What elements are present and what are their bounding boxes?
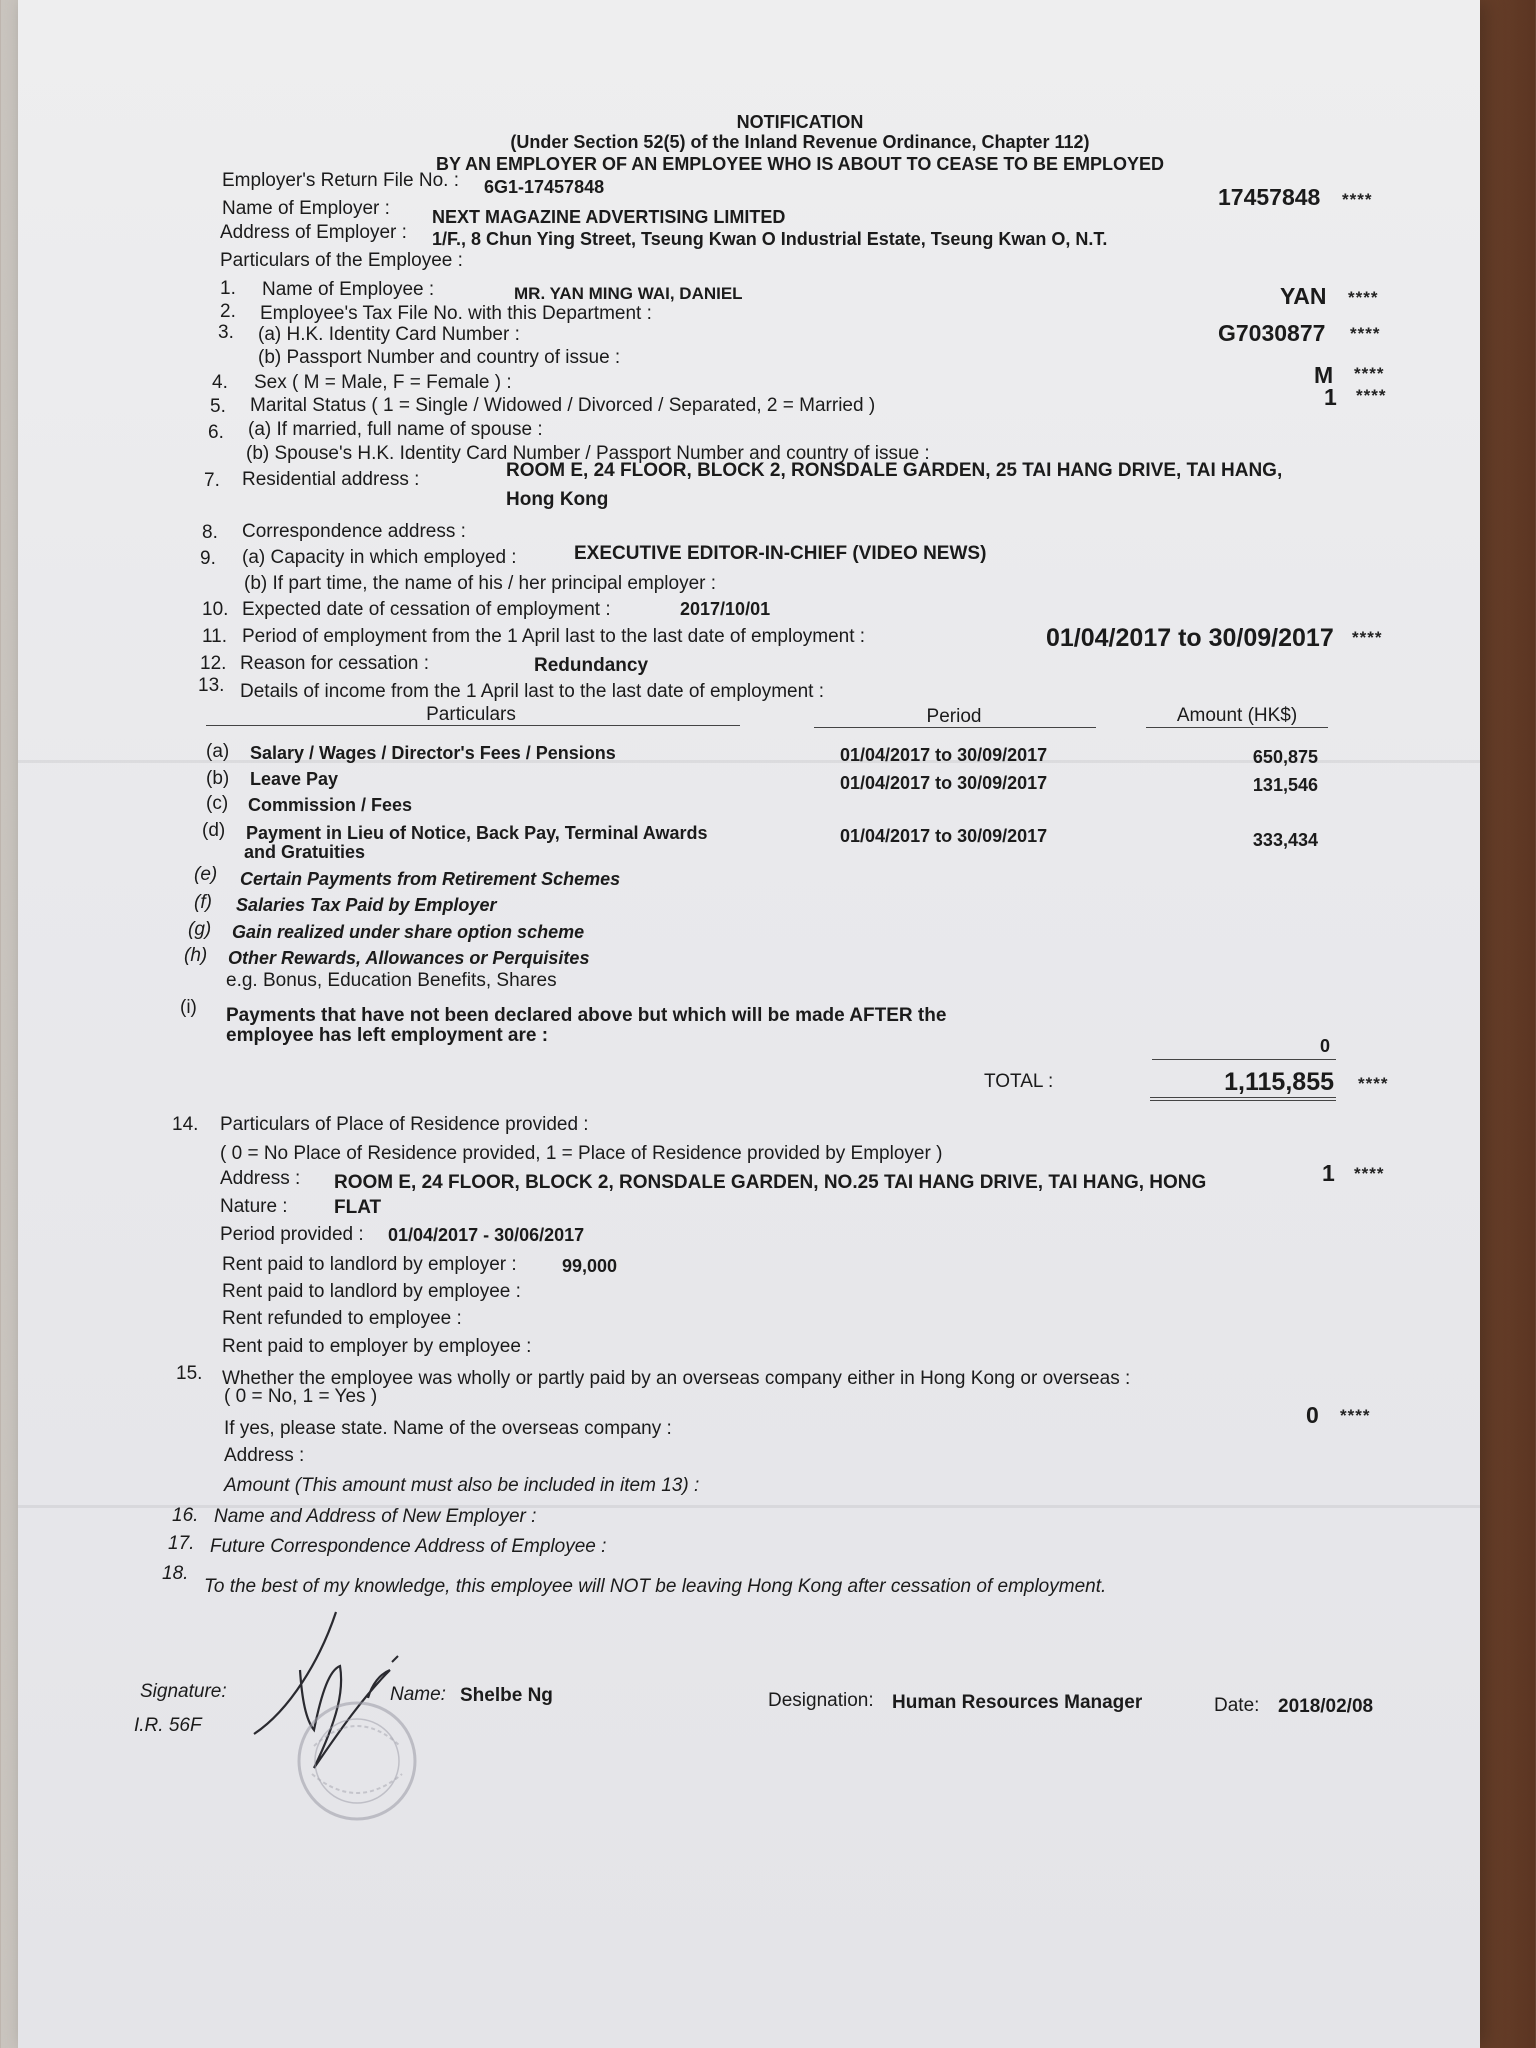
income-row-label: Certain Payments from Retirement Schemes bbox=[240, 869, 621, 889]
cessation-reason-value: Redundancy bbox=[534, 655, 649, 676]
hkid-value: G7030877 bbox=[1218, 320, 1326, 346]
capacity-value: EXECUTIVE EDITOR-IN-CHIEF (VIDEO NEWS) bbox=[574, 543, 987, 564]
stars-mark: **** bbox=[1354, 1164, 1385, 1183]
row-letter: (b) bbox=[206, 768, 230, 789]
col-particulars: Particulars bbox=[426, 704, 516, 725]
employer-file-label: Employer's Return File No. : bbox=[222, 170, 459, 191]
item-number: 2. bbox=[220, 301, 236, 322]
designation-value: Human Resources Manager bbox=[892, 1692, 1143, 1713]
rent-employee-label: Rent paid to landlord by employee : bbox=[222, 1281, 521, 1302]
employer-file-right: 17457848 bbox=[1218, 184, 1321, 210]
stars-mark: **** bbox=[1348, 288, 1379, 307]
signatory-name: Shelbe Ng bbox=[460, 1685, 553, 1706]
income-row-label: Salary / Wages / Director's Fees / Pensions bbox=[250, 743, 616, 763]
employment-period-label: Period of employment from the 1 April last to the last date of employment : bbox=[242, 626, 866, 647]
form-subtitle-2: BY AN EMPLOYER OF AN EMPLOYEE WHO IS ABOUT TO CEASE TO BE EMPLOYED bbox=[435, 154, 1165, 174]
col-amount: Amount (HK$) bbox=[1176, 705, 1298, 726]
employee-surname: YAN bbox=[1280, 283, 1327, 309]
overseas-company-label: If yes, please state. Name of the overseas company : bbox=[224, 1418, 672, 1439]
overseas-legend: ( 0 = No, 1 = Yes ) bbox=[224, 1386, 378, 1407]
item-number: 18. bbox=[162, 1563, 189, 1584]
item-number: 10. bbox=[202, 599, 229, 620]
residence-address-label: Address : bbox=[220, 1168, 301, 1189]
item-number: 9. bbox=[200, 548, 216, 569]
residential-address-label: Residential address : bbox=[242, 469, 420, 490]
total-amount: 1,115,855 bbox=[1224, 1068, 1334, 1096]
item-number: 15. bbox=[176, 1363, 203, 1384]
stars-mark: **** bbox=[1352, 628, 1383, 647]
overseas-amount-label: Amount (This amount must also be included in item 13) : bbox=[224, 1475, 700, 1496]
item-number: 3. bbox=[218, 322, 234, 343]
employer-file-no: 6G1-17457848 bbox=[484, 177, 605, 197]
overseas-label: Whether the employee was wholly or partly paid by an overseas company either in Hong Kong or overseas : bbox=[222, 1368, 1131, 1389]
item-number: 13. bbox=[198, 675, 225, 696]
sex-label: Sex ( M = Male, F = Female ) : bbox=[254, 372, 512, 393]
residence-address: ROOM E, 24 FLOOR, BLOCK 2, RONSDALE GARDEN, NO.25 TAI HANG DRIVE, TAI HANG, HONG bbox=[334, 1172, 1207, 1193]
item-number: 4. bbox=[212, 372, 228, 393]
total-label: TOTAL : bbox=[984, 1071, 1054, 1092]
row-letter: (h) bbox=[184, 945, 208, 966]
employment-period-value: 01/04/2017 to 30/09/2017 bbox=[1046, 624, 1334, 652]
employee-particulars-heading: Particulars of the Employee : bbox=[220, 250, 463, 271]
spouse-id-label: (b) Spouse's H.K. Identity Card Number / Passport Number and country of issue : bbox=[246, 443, 930, 464]
cessation-reason-label: Reason for cessation : bbox=[240, 653, 430, 674]
income-row-label-2: e.g. Bonus, Education Benefits, Shares bbox=[226, 970, 557, 991]
stars-mark: **** bbox=[1354, 364, 1385, 383]
income-row-label: Payments that have not been declared above but which will be made AFTER the bbox=[226, 1005, 947, 1026]
marital-status-value: 1 bbox=[1324, 384, 1337, 410]
overseas-address-label: Address : bbox=[224, 1445, 305, 1466]
residence-period-label: Period provided : bbox=[220, 1224, 364, 1245]
date-label: Date: bbox=[1214, 1695, 1260, 1716]
cessation-date-value: 2017/10/01 bbox=[680, 599, 771, 619]
income-row-label-2: employee has left employment are : bbox=[226, 1025, 549, 1046]
tax-file-label: Employee's Tax File No. with this Department : bbox=[260, 303, 652, 324]
future-address-label: Future Correspondence Address of Employee : bbox=[210, 1536, 607, 1557]
col-period: Period bbox=[926, 706, 982, 727]
capacity-label: (a) Capacity in which employed : bbox=[242, 547, 517, 568]
income-row-amount: 0 bbox=[1319, 1036, 1330, 1056]
item-number: 8. bbox=[202, 522, 218, 543]
residence-label: Particulars of Place of Residence provided : bbox=[220, 1114, 589, 1135]
employee-name: MR. YAN MING WAI, DANIEL bbox=[514, 284, 743, 303]
item-number: 14. bbox=[172, 1114, 199, 1135]
passport-label: (b) Passport Number and country of issue : bbox=[258, 347, 621, 368]
income-row-label-2: and Gratuities bbox=[244, 842, 366, 862]
form-code: I.R. 56F bbox=[134, 1715, 202, 1736]
hkid-label: (a) H.K. Identity Card Number : bbox=[258, 324, 520, 345]
sex-value: M bbox=[1314, 362, 1334, 388]
income-row-label: Commission / Fees bbox=[248, 795, 413, 815]
column-rule bbox=[1146, 727, 1328, 728]
row-letter: (g) bbox=[188, 919, 212, 940]
stars-mark: **** bbox=[1350, 324, 1381, 343]
income-row-period: 01/04/2017 to 30/09/2017 bbox=[840, 745, 1048, 765]
form-subtitle: (Under Section 52(5) of the Inland Revenue Ordinance, Chapter 112) bbox=[510, 132, 1090, 152]
stars-mark: **** bbox=[1358, 1074, 1389, 1093]
residence-flag: 1 bbox=[1322, 1160, 1335, 1186]
item-number: 6. bbox=[208, 422, 224, 443]
total-double-rule bbox=[1150, 1100, 1336, 1101]
leaving-hk-statement: To the best of my knowledge, this employee will NOT be leaving Hong Kong after cessation of employment. bbox=[204, 1576, 1107, 1597]
income-row-amount: 333,434 bbox=[1252, 830, 1318, 850]
employer-name: NEXT MAGAZINE ADVERTISING LIMITED bbox=[432, 207, 786, 227]
new-employer-label: Name and Address of New Employer : bbox=[214, 1506, 537, 1527]
row-letter: (a) bbox=[206, 741, 230, 762]
rent-to-employer-label: Rent paid to employer by employee : bbox=[222, 1336, 532, 1357]
row-letter: (i) bbox=[180, 997, 197, 1018]
income-row-amount: 131,546 bbox=[1252, 775, 1318, 795]
item-number: 11. bbox=[202, 626, 228, 647]
name-label: Name: bbox=[390, 1684, 446, 1705]
date-value: 2018/02/08 bbox=[1278, 1696, 1374, 1717]
item-number: 16. bbox=[172, 1505, 199, 1526]
employee-name-label: Name of Employee : bbox=[262, 279, 435, 300]
form-title: NOTIFICATION bbox=[736, 112, 864, 132]
employer-address-label: Address of Employer : bbox=[220, 222, 407, 243]
income-row-period: 01/04/2017 to 30/09/2017 bbox=[840, 773, 1048, 793]
residence-legend: ( 0 = No Place of Residence provided, 1 = Place of Residence provided by Employer ) bbox=[220, 1143, 943, 1164]
residence-period: 01/04/2017 - 30/06/2017 bbox=[388, 1225, 585, 1245]
income-row-period: 01/04/2017 to 30/09/2017 bbox=[840, 826, 1048, 846]
row-letter: (d) bbox=[202, 820, 226, 841]
income-row-label: Leave Pay bbox=[250, 769, 339, 789]
income-row-label: Gain realized under share option scheme bbox=[232, 922, 585, 942]
rent-employer-label: Rent paid to landlord by employer : bbox=[222, 1254, 517, 1275]
employer-name-label: Name of Employer : bbox=[222, 198, 390, 219]
principal-employer-label: (b) If part time, the name of his / her principal employer : bbox=[244, 573, 717, 594]
rent-refunded-label: Rent refunded to employee : bbox=[222, 1308, 462, 1329]
row-letter: (c) bbox=[206, 793, 229, 814]
item-number: 7. bbox=[204, 470, 220, 491]
correspondence-address-label: Correspondence address : bbox=[242, 521, 466, 542]
spouse-name-label: (a) If married, full name of spouse : bbox=[248, 419, 543, 440]
employer-address: 1/F., 8 Chun Ying Street, Tseung Kwan O Industrial Estate, Tseung Kwan O, N.T. bbox=[432, 229, 1108, 249]
stars-mark: **** bbox=[1342, 190, 1373, 209]
income-row-label: Payment in Lieu of Notice, Back Pay, Terminal Awards bbox=[246, 823, 708, 843]
residence-nature-label: Nature : bbox=[220, 1196, 288, 1217]
column-rule bbox=[206, 725, 740, 726]
income-details-label: Details of income from the 1 April last to the last date of employment : bbox=[240, 681, 824, 702]
company-seal bbox=[292, 1696, 422, 1826]
overseas-flag: 0 bbox=[1306, 1402, 1319, 1428]
row-letter: (e) bbox=[194, 864, 218, 885]
income-row-amount: 650,875 bbox=[1252, 747, 1318, 767]
stars-mark: **** bbox=[1340, 1406, 1371, 1425]
designation-label: Designation: bbox=[768, 1690, 874, 1711]
item-number: 1. bbox=[220, 278, 236, 299]
item-number: 5. bbox=[210, 396, 226, 417]
item-number: 17. bbox=[168, 1533, 195, 1554]
marital-status-label: Marital Status ( 1 = Single / Widowed / Divorced / Separated, 2 = Married ) bbox=[250, 395, 876, 416]
signature-label: Signature: bbox=[140, 1681, 227, 1702]
stars-mark: **** bbox=[1356, 386, 1387, 405]
column-rule bbox=[814, 727, 1096, 728]
cessation-date-label: Expected date of cessation of employment : bbox=[242, 599, 611, 620]
income-row-label: Salaries Tax Paid by Employer bbox=[236, 895, 497, 915]
income-row-label: Other Rewards, Allowances or Perquisites bbox=[228, 948, 590, 968]
item-number: 12. bbox=[200, 653, 227, 674]
residential-address-line-2: Hong Kong bbox=[506, 489, 609, 510]
residential-address-line-1: ROOM E, 24 FLOOR, BLOCK 2, RONSDALE GARDEN, 25 TAI HANG DRIVE, TAI HANG, bbox=[506, 460, 1283, 481]
total-double-rule bbox=[1150, 1097, 1336, 1098]
residence-nature: FLAT bbox=[334, 1197, 382, 1218]
rent-employer-value: 99,000 bbox=[562, 1256, 618, 1276]
row-letter: (f) bbox=[194, 892, 212, 913]
total-rule bbox=[1152, 1059, 1336, 1060]
